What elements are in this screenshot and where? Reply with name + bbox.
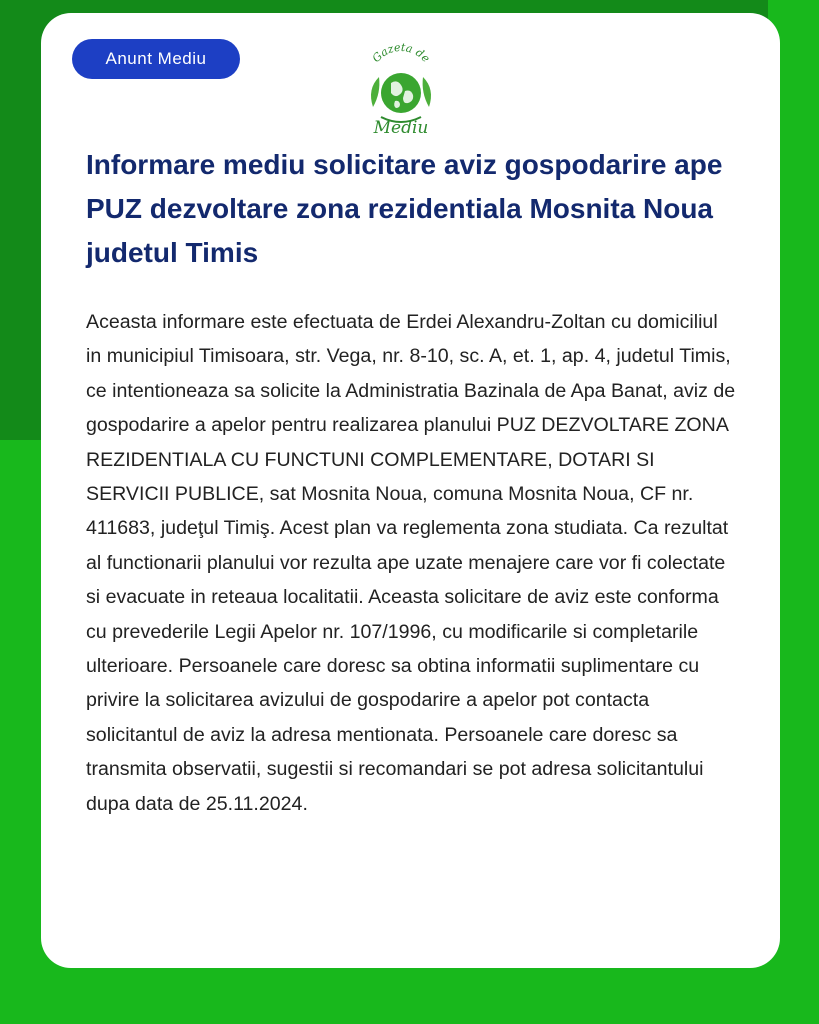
category-badge[interactable]: Anunt Mediu: [72, 39, 240, 79]
logo-bottom-text: Mediu: [373, 118, 429, 138]
leaf-icon: [423, 77, 431, 107]
article-body: Aceasta informare este efectuata de Erdei Alexandru-Zoltan cu domiciliul in municipiul Timisoara, str. Vega, nr. 8-10, sc. A, et. 1, ap. 4, judetul Timis, ce intentioneaza sa solicite la Administratia Bazinala de Apa Banat, aviz de gospodarire a apelor pentru realizarea planului PUZ DEZVOLTARE ZONA REZIDENTIALA CU FUNCTUNI COMPLEMENTARE, DOTARI SI SERVICII PUBLICE, sat Mosnita Noua, comuna Mosnita Noua, CF nr. 411683, judeţul Timiş. Acest plan va reglementa zona studiata. Ca rezultat al functionarii planului vor rezulta ape uzate menajere care vor fi colectate si evacuate in reteaua localitatii. Aceasta solicitare de aviz este conforma cu prevederile Legii Apelor nr. 107/1996, cu modificarile si completarile ulterioare. Persoanele care doresc sa obtina informatii suplimentare cu privire la solicitarea avizului de gospodarire a apelor pot contacta solicitantul de aviz la adresa mentionata. Persoanele care doresc sa transmita observatii, sugestii si recomandari se pot adresa solicitantului dupa data de 25.11.2024.: [86, 311, 736, 815]
article-title: Informare mediu solicitare aviz gospodarire ape PUZ dezvoltare zona rezidentiala Mosnita Noua judetul Timis: [86, 149, 723, 268]
gazeta-de-mediu-logo: [359, 39, 443, 139]
logo-top-text: Gazeta de: [369, 40, 433, 65]
leaf-icon: [371, 77, 379, 107]
svg-text:Gazeta de: [370, 41, 433, 66]
announcement-card: [41, 13, 780, 968]
